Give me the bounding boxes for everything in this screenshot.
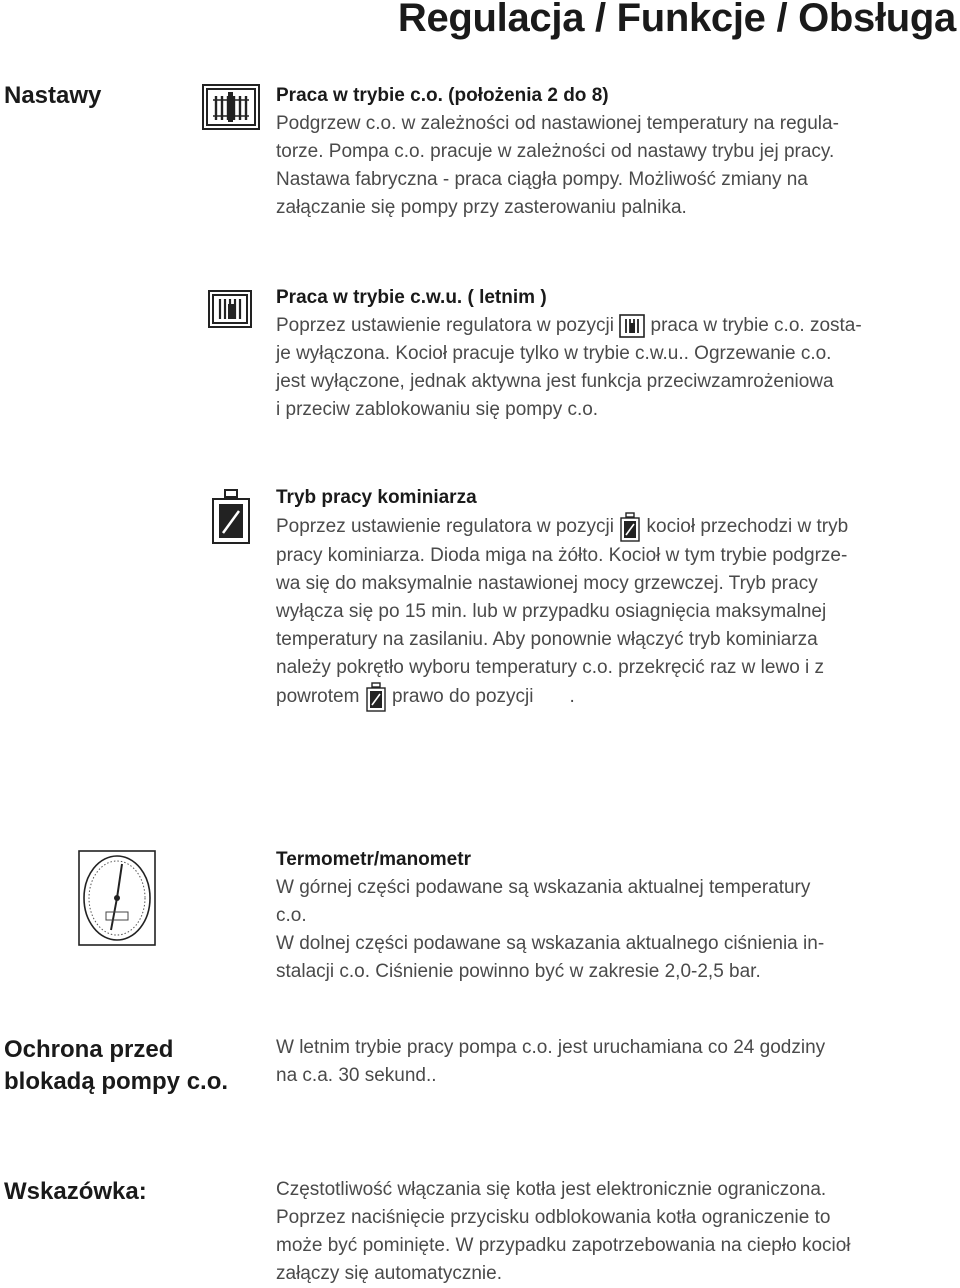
section-label-ochrona-2: blokadą pompy c.o. xyxy=(4,1068,229,1095)
text-fragment: Poprzez ustawienie regulatora w pozycji xyxy=(276,315,614,336)
text-line: Nastawa fabryczna - praca ciągła pompy. Możliwość zmiany na xyxy=(276,169,808,190)
co-mode-text xyxy=(276,110,960,222)
tap-icon xyxy=(619,314,645,338)
text-line: je wyłączona. Kocioł pracuje tylko w trybie c.w.u.. Ogrzewanie c.o. xyxy=(276,343,832,364)
text-fragment: praca w trybie c.o. zosta- xyxy=(650,315,862,336)
text-line: załączy się automatycznie. xyxy=(276,1263,502,1284)
text-line xyxy=(276,512,960,542)
text-line: może być pominięte. W przypadku zapotrzebowania na ciepło kocioł xyxy=(276,1235,851,1256)
co-mode-heading: Praca w trybie c.o. (położenia 2 do 8) xyxy=(276,85,609,106)
text-line: pracy kominiarza. Dioda miga na żółto. Kocioł w tym trybie podgrze- xyxy=(276,545,848,566)
text-line: na c.a. 30 sekund.. xyxy=(276,1065,437,1086)
radiator-icon xyxy=(202,84,260,130)
pump-protection-text xyxy=(276,1034,960,1090)
text-line: torze. Pompa c.o. pracuje w zależności od nastawy trybu jej pracy. xyxy=(276,141,835,162)
text-line: wyłącza się po 15 min. lub w przypadku osiagnięcia maksymalnej xyxy=(276,601,827,622)
text-line: W letnim trybie pracy pompa c.o. jest uruchamiana co 24 godziny xyxy=(276,1037,826,1058)
chimney-mode-text xyxy=(276,512,960,712)
tap-icon xyxy=(208,290,252,328)
chimney-sweep-icon xyxy=(211,489,251,545)
text-line: Poprzez naciśnięcie przycisku odblokowania kotła ograniczenie to xyxy=(276,1207,831,1228)
text-line: stalacji c.o. Ciśnienie powinno być w zakresie 2,0-2,5 bar. xyxy=(276,961,761,982)
text-line: W dolnej części podawane są wskazania aktualnego ciśnienia in- xyxy=(276,933,825,954)
section-label-ochrona-1: Ochrona przed xyxy=(4,1036,174,1063)
text-line: Częstotliwość włączania się kotła jest elektronicznie ograniczona. xyxy=(276,1179,827,1200)
text-line: i przeciw zablokowaniu się pompy c.o. xyxy=(276,399,599,420)
cwu-mode-heading: Praca w trybie c.w.u. ( letnim ) xyxy=(276,287,547,308)
thermo-heading: Termometr/manometr xyxy=(276,849,471,870)
text-line: Podgrzew c.o. w zależności od nastawionej temperatury na regula- xyxy=(276,113,839,134)
text-line xyxy=(276,312,960,340)
text-line: należy pokrętło wyboru temperatury c.o. przekręcić raz w lewo i z xyxy=(276,657,825,678)
chimney-sweep-icon xyxy=(619,512,641,542)
thermometer-manometer-icon xyxy=(78,850,156,946)
text-line: temperatury na zasilaniu. Aby ponownie włączyć tryb kominiarza xyxy=(276,629,818,650)
section-label-wskazowka: Wskazówka: xyxy=(4,1178,147,1205)
page-title: Regulacja / Funkcje / Obsługa xyxy=(397,0,956,40)
text-fragment: kocioł przechodzi w tryb xyxy=(646,516,849,538)
text-line: jest wyłączone, jednak aktywna jest funkcja przeciwzamrożeniowa xyxy=(276,371,834,392)
cwu-mode-text xyxy=(276,312,960,424)
thermo-text xyxy=(276,874,960,986)
chimney-sweep-icon xyxy=(365,682,387,712)
text-line: W górnej części podawane są wskazania aktualnej temperatury xyxy=(276,877,811,898)
text-line: załączanie się pompy przy zasterowaniu palnika. xyxy=(276,197,687,218)
text-fragment: powrotem xyxy=(276,686,360,708)
text-line: c.o. xyxy=(276,905,307,926)
text-fragment: . xyxy=(569,686,575,708)
text-line xyxy=(276,682,960,712)
text-fragment: prawo do pozycji xyxy=(391,686,534,708)
text-fragment: Poprzez ustawienie regulatora w pozycji xyxy=(276,516,614,538)
section-label-nastawy: Nastawy xyxy=(4,82,102,109)
text-line: wa się do maksymalnie nastawionej mocy grzewczej. Tryb pracy xyxy=(276,573,818,594)
hint-text xyxy=(276,1176,960,1288)
chimney-mode-heading: Tryb pracy kominiarza xyxy=(276,487,477,508)
